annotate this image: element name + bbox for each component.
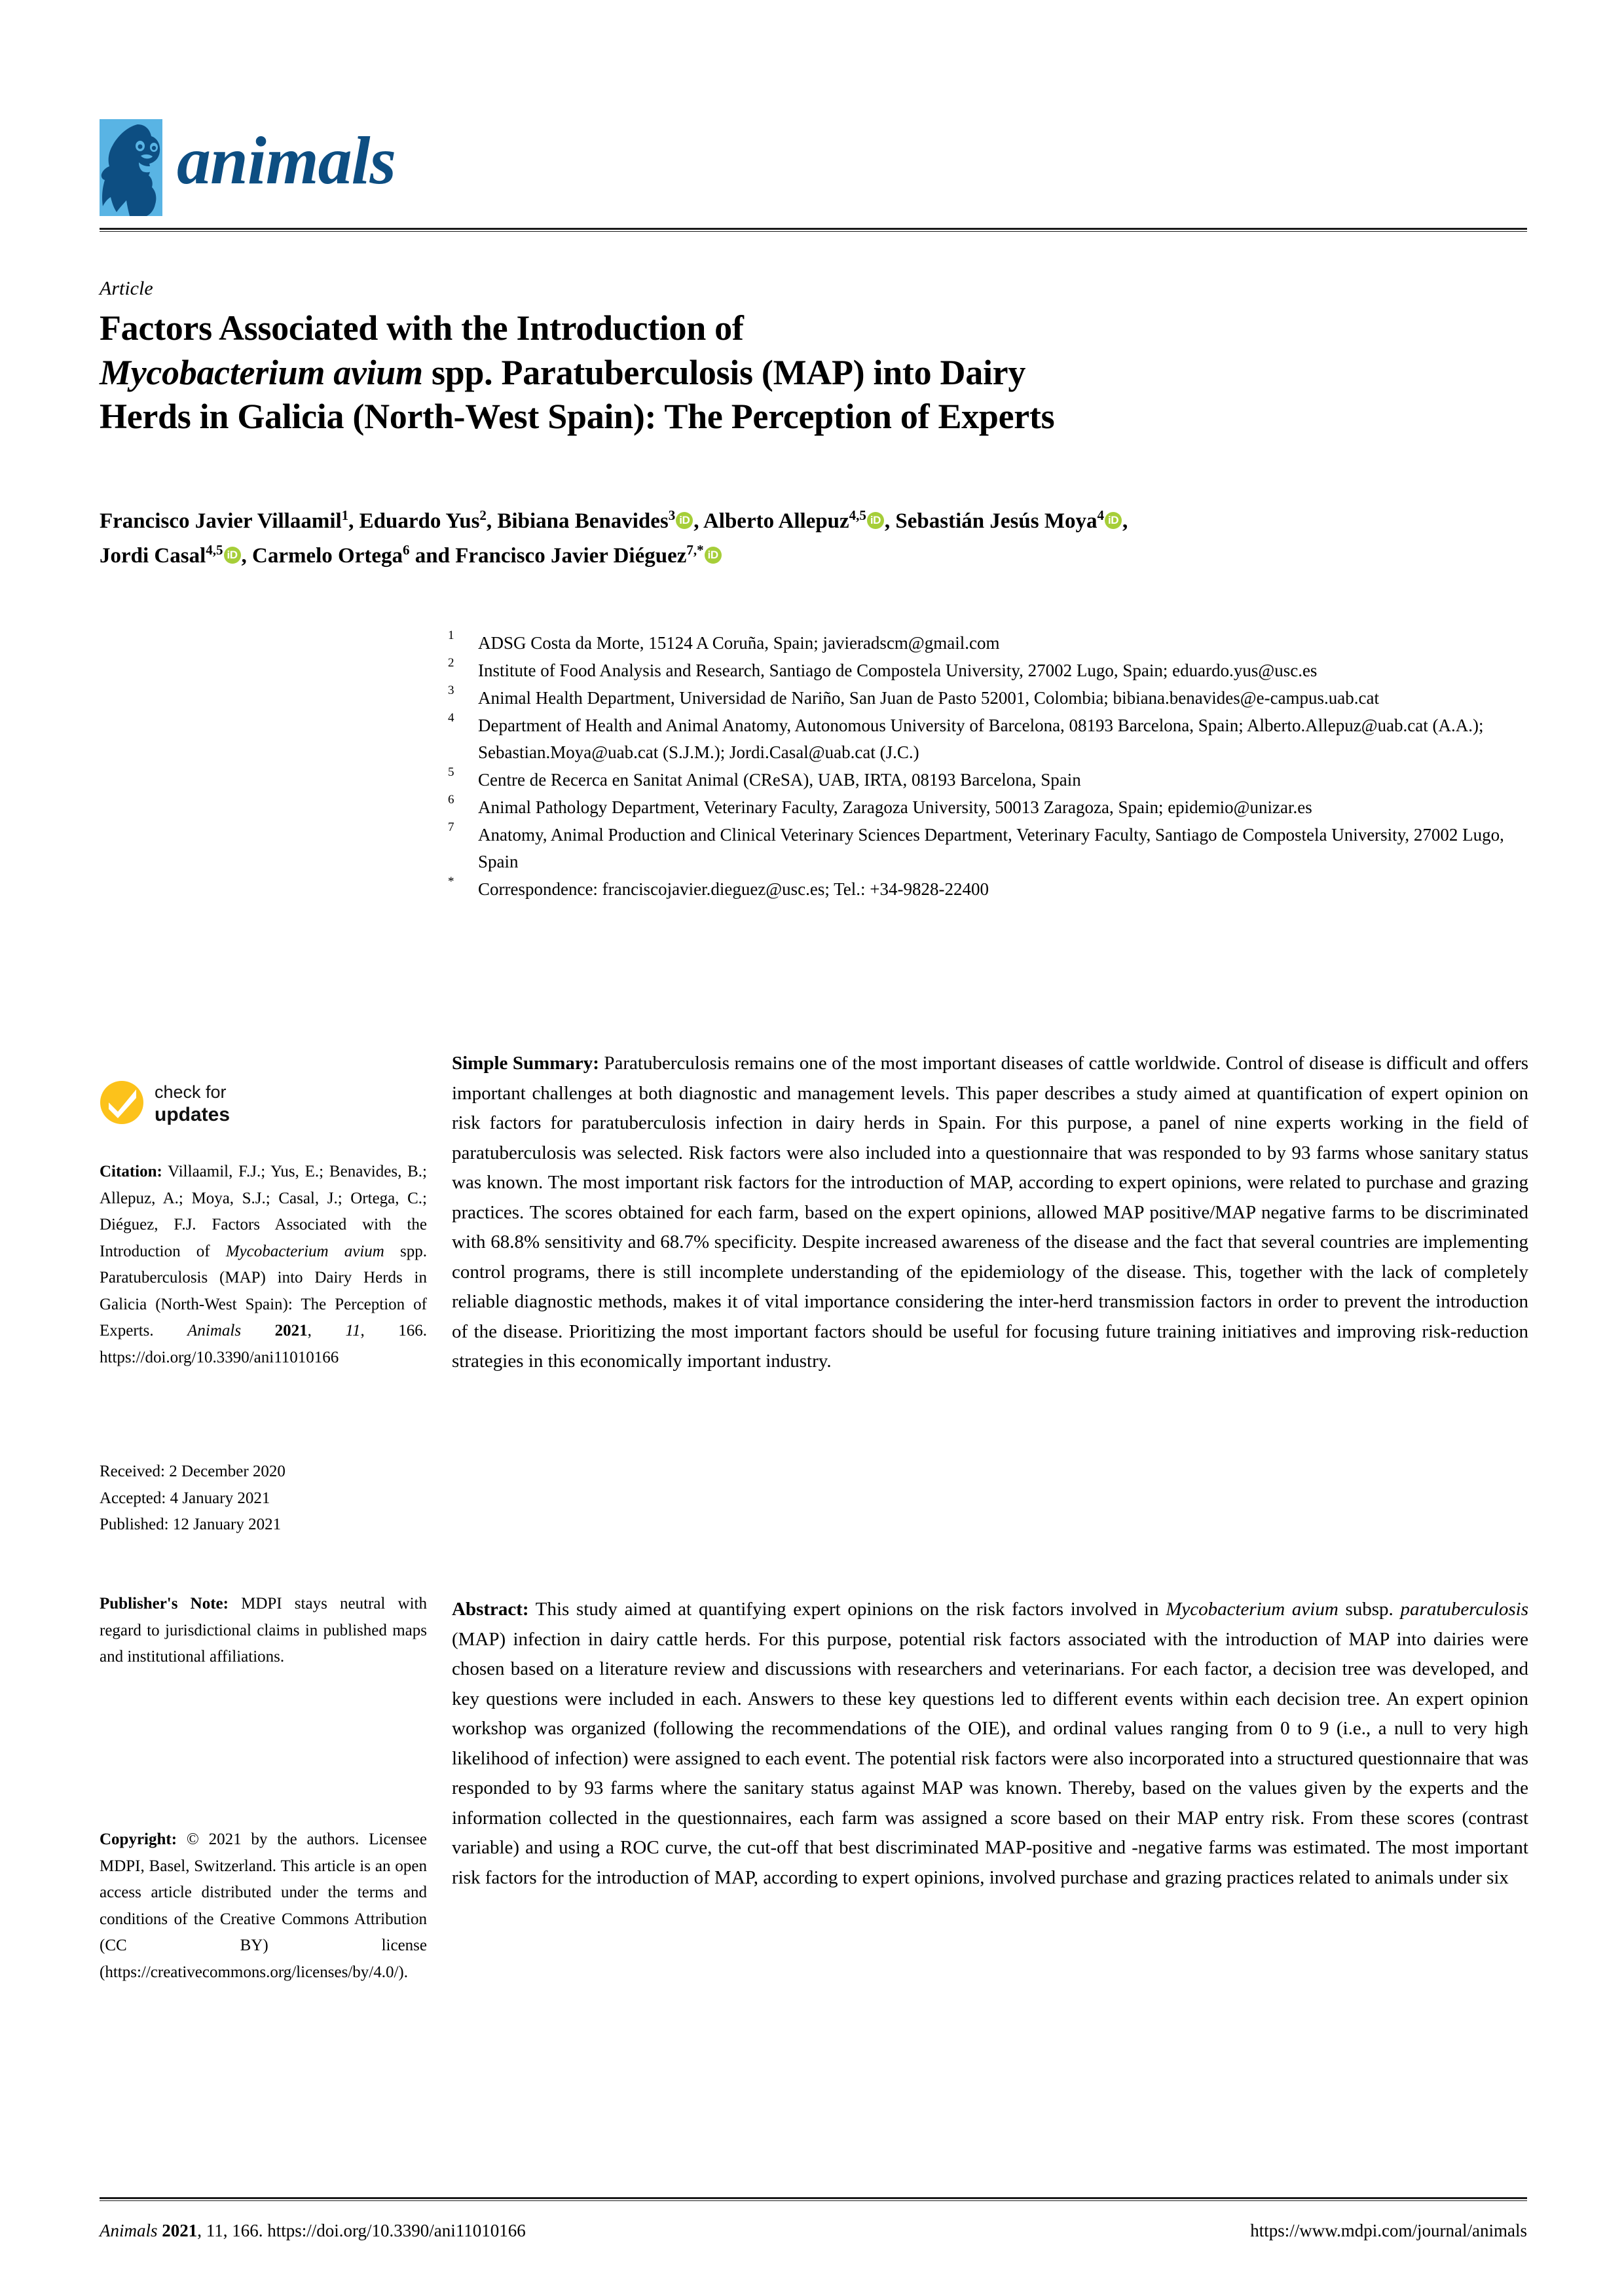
author-entry[interactable]: [100, 544, 252, 568]
author-name: Francisco Javier Villaamil: [100, 509, 342, 533]
affiliation-text: Anatomy, Animal Production and Clinical Veterinary Sciences Department, Veterinary Faculty, Santiago de Compostela University, 27002 Lugo, Spain: [478, 825, 1504, 872]
page-title: [100, 306, 1534, 439]
author-affiliation-sup: 4: [1097, 507, 1104, 523]
affiliation-list: [448, 630, 1528, 903]
affiliation-text: Animal Health Department, Universidad de Nariño, San Juan de Pasto 52001, Colombia; bibiana.benavides@e-campus.uab.cat: [478, 688, 1380, 708]
abstract-part-2: subsp.: [1338, 1599, 1401, 1620]
cfu-line1: check for: [155, 1082, 227, 1102]
author-entry[interactable]: [100, 509, 360, 533]
citation-year: 2021: [274, 1322, 308, 1339]
affiliation-row: [448, 712, 1528, 766]
affiliation-text: ADSG Costa da Morte, 15124 A Coruña, Spain; javieradscm@gmail.com: [478, 633, 1000, 653]
citation-journal: Animals: [187, 1322, 242, 1339]
orcid-icon[interactable]: iD: [224, 547, 241, 564]
affiliation-number: 1: [448, 629, 454, 642]
author-affiliation-sup: 1: [341, 507, 349, 523]
author-entry[interactable]: [360, 509, 498, 533]
author-entry[interactable]: [895, 509, 1128, 533]
journal-name: animals: [177, 123, 396, 198]
affiliation-row-correspondence: [448, 876, 1528, 903]
affiliation-row: [448, 767, 1528, 793]
affiliation-text: Centre de Recerca en Sanitat Animal (CReSA), UAB, IRTA, 08193 Barcelona, Spain: [478, 770, 1081, 790]
abstract-subspecies-italic: paratuberculosis: [1400, 1599, 1529, 1620]
abstract-label: Abstract:: [452, 1599, 529, 1620]
author-name: Sebastián Jesús Moya: [895, 509, 1098, 533]
footer-divider: [100, 2197, 1527, 2201]
gorilla-logo-icon: [100, 119, 162, 216]
cfu-line2: updates: [155, 1103, 231, 1125]
citation-block: Citation: Villaamil, F.J.; Yus, E.; Benavides, B.; Allepuz, A.; Moya, S.J.; Casal, J.; Ortega, C.; Diéguez, F.J. Factors Associated with the Introduction of Mycobacterium avium spp. Paratuberculosis (MAP) into Dairy Herds in Galicia (North-West Spain): The Perception of Experts. Animals 2021, 11, 166. https://doi.org/10.3390/ani11010166: [100, 1163, 428, 1366]
footer-year: 2021: [162, 2221, 198, 2240]
affiliation-number: 4: [448, 711, 454, 725]
affiliation-row: [448, 630, 1528, 657]
affiliation-text: Animal Pathology Department, Veterinary Faculty, Zaragoza University, 50013 Zaragoza, Spain; epidemio@unizar.es: [478, 797, 1312, 818]
journal-masthead: [100, 119, 1527, 237]
orcid-icon[interactable]: iD: [867, 512, 884, 529]
citation-species-italic: Mycobacterium avium: [225, 1242, 384, 1260]
simple-summary-text: Paratuberculosis remains one of the most important diseases of cattle worldwide. Control of disease is difficult and offers important challenges at both diagnostic and management levels. This paper describes a study aimed at quantification of expert opinion on risk factors for paratuberculosis infection in dairy herds in Spain. For this purpose, a panel of nine experts working in the field of paratuberculosis was selected. Risk factors were also included into a questionnaire that was responded to by 93 farms whose sanitary status was known. The most important risk factors for the introduction of MAP, according to expert opinions, were related to purchase and grazing practices. The scores obtained for each farm, based on the expert opinions, allowed MAP positive/MAP negative farms to be discriminated with 68.8% sensitivity and 68.7% specificity. Despite increased awareness of the disease and the fact that several countries are implementing control programs, there is still incomplete understanding of the epidemiology of the disease. This, together with the lack of completely reliable diagnostic methods, makes it of vital importance considering the inter-herd transmission factors in order to prevent the introduction of the disease. Prioritizing the most important factors should be useful for focusing future training initiatives and improving risk-reduction strategies in this economically important industry.: [452, 1053, 1529, 1372]
abstract-section: [452, 1595, 1528, 1893]
author-separator: ,: [348, 509, 360, 533]
author-name: Jordi Casal: [100, 544, 206, 568]
author-separator: ,: [1122, 509, 1128, 533]
orcid-icon[interactable]: iD: [676, 512, 693, 529]
citation-authors-title: Villaamil, F.J.; Yus, E.; Benavides, B.; Allepuz, A.; Moya, S.J.; Casal, J.; Ortega, C.; Diéguez, F.J. Factors Associated with the Introduction of: [100, 1163, 427, 1260]
publishers-note-label: Publisher's Note:: [100, 1595, 229, 1613]
title-line-2-rest: spp. Paratuberculosis (MAP) into Dairy: [422, 352, 1026, 392]
affiliation-text: Institute of Food Analysis and Research, Santiago de Compostela University, 27002 Lugo, Spain; eduardo.yus@usc.es: [478, 661, 1318, 681]
citation-doi[interactable]: , 166. https://doi.org/10.3390/ani11010166: [100, 1322, 428, 1366]
publishers-note: [100, 1591, 427, 1671]
affiliation-row: [448, 685, 1528, 712]
abstract-part-3: (MAP) infection in dairy cattle herds. For this purpose, potential risk factors associated with the introduction of MAP into dairies were chosen based on a literature review and discussions with researchers and veterinarians. For each factor, a decision tree was developed, and key questions were included in each. Answers to these key questions led to different events within each decision tree. An expert opinion workshop was organized (following the recommendations of the OIE), and ordinal values ranging from 0 to 9 (i.e., a null to very high likelihood of infection) were assigned to each event. The potential risk factors were also incorporated into a structured questionnaire that was responded to by 93 farms where the sanitary status against MAP was known. Thereby, based on the values given by the experts and the information collected in the questionnaires, each farm was assigned a score based on their MAP entry risk. From these scores (contrast variable) and using a ROC curve, the cut-off that best discriminated MAP-positive and -negative farms was estimated. The most important risk factors for the introduction of MAP, according to expert opinions, involved purchase and grazing practices related to animals under six: [452, 1628, 1528, 1888]
article-type-label: Article: [100, 278, 153, 299]
author-separator: and: [409, 544, 456, 568]
publishers-note-text: MDPI stays neutral with regard to jurisdictional claims in published maps and institutional affiliations.: [100, 1595, 427, 1666]
affiliation-text: Department of Health and Animal Anatomy, Autonomous University of Barcelona, 08193 Barcelona, Spain; Alberto.Allepuz@uab.cat (A.A.); Sebastian.Moya@uab.cat (S.J.M.); Jordi.Casal@uab.cat (J.C.): [478, 716, 1484, 763]
check-for-updates-badge[interactable]: [100, 1079, 316, 1130]
author-affiliation-sup: 2: [479, 507, 487, 523]
abstract-part-1: This study aimed at quantifying expert opinions on the risk factors involved in: [528, 1599, 1166, 1620]
author-name: Francisco Javier Diéguez: [455, 544, 687, 568]
author-name: Alberto Allepuz: [703, 509, 849, 533]
author-separator: ,: [486, 509, 498, 533]
author-separator: ,: [693, 509, 703, 533]
author-list: [100, 504, 1534, 574]
footer-citation: [100, 2221, 526, 2241]
author-entry[interactable]: [455, 544, 722, 568]
check-for-updates-label: [155, 1082, 230, 1127]
author-separator: ,: [241, 544, 253, 568]
correspondence-text: Correspondence: franciscojavier.dieguez@usc.es; Tel.: +34-9828-22400: [478, 879, 989, 900]
affiliation-number: 7: [448, 820, 454, 835]
citation-volume: 11: [345, 1322, 361, 1339]
author-entry[interactable]: [703, 509, 895, 533]
affiliation-row: [448, 657, 1528, 684]
orcid-icon[interactable]: iD: [705, 547, 722, 564]
citation-title-tail: spp. Paratuberculosis (MAP) into Dairy Herds in Galicia (North-West Spain): The Perception of Experts.: [100, 1242, 427, 1339]
author-affiliation-sup: 4,5: [206, 542, 223, 558]
citation-label: Citation:: [100, 1163, 162, 1180]
orcid-icon[interactable]: iD: [1105, 512, 1122, 529]
simple-summary-section: [452, 1049, 1528, 1377]
header-divider: [100, 228, 1527, 232]
copyright-text: © 2021 by the authors. Licensee MDPI, Basel, Switzerland. This article is an open access article distributed under the terms and conditions of the Creative Commons Attribution (CC BY) license (https://creativecommons.org/licenses/by/4.0/).: [100, 1831, 427, 1981]
check-circle-icon: [100, 1080, 144, 1125]
author-name: Eduardo Yus: [359, 509, 480, 533]
author-name: Carmelo Ortega: [252, 544, 403, 568]
footer-journal-url[interactable]: https://www.mdpi.com/journal/animals: [1250, 2221, 1527, 2240]
author-affiliation-sup: 4,5: [849, 507, 866, 523]
correspondence-marker: *: [448, 875, 454, 889]
author-affiliation-sup: 3: [668, 507, 676, 523]
author-affiliation-sup: 7,*: [686, 542, 704, 558]
affiliation-number: 2: [448, 656, 454, 670]
author-name: Bibiana Benavides: [497, 509, 669, 533]
copyright-label: Copyright:: [100, 1831, 177, 1848]
simple-summary-label: Simple Summary:: [452, 1053, 599, 1074]
affiliation-number: 5: [448, 765, 454, 780]
title-line-1: Factors Associated with the Introduction of: [100, 308, 744, 348]
author-entry[interactable]: [252, 544, 455, 568]
affiliation-number: 3: [448, 683, 454, 698]
affiliation-row: [448, 822, 1528, 875]
author-entry[interactable]: [497, 509, 703, 533]
date-accepted: Accepted: 4 January 2021: [100, 1489, 270, 1507]
copyright-block: [100, 1827, 427, 1986]
affiliation-row: [448, 794, 1528, 821]
title-line-3: Herds in Galicia (North-West Spain): The Perception of Experts: [100, 397, 1055, 436]
author-affiliation-sup: 6: [403, 542, 410, 558]
footer-journal: Animals: [100, 2221, 158, 2240]
title-species-italic: Mycobacterium avium: [100, 352, 423, 392]
footer-citation-rest: , 11, 166. https://doi.org/10.3390/ani11010166: [197, 2221, 526, 2240]
author-separator: ,: [884, 509, 896, 533]
date-published: Published: 12 January 2021: [100, 1516, 282, 1533]
article-dates: [100, 1459, 427, 1539]
affiliation-number: 6: [448, 793, 454, 807]
date-received: Received: 2 December 2020: [100, 1463, 286, 1480]
abstract-species-italic: Mycobacterium avium: [1166, 1599, 1338, 1620]
